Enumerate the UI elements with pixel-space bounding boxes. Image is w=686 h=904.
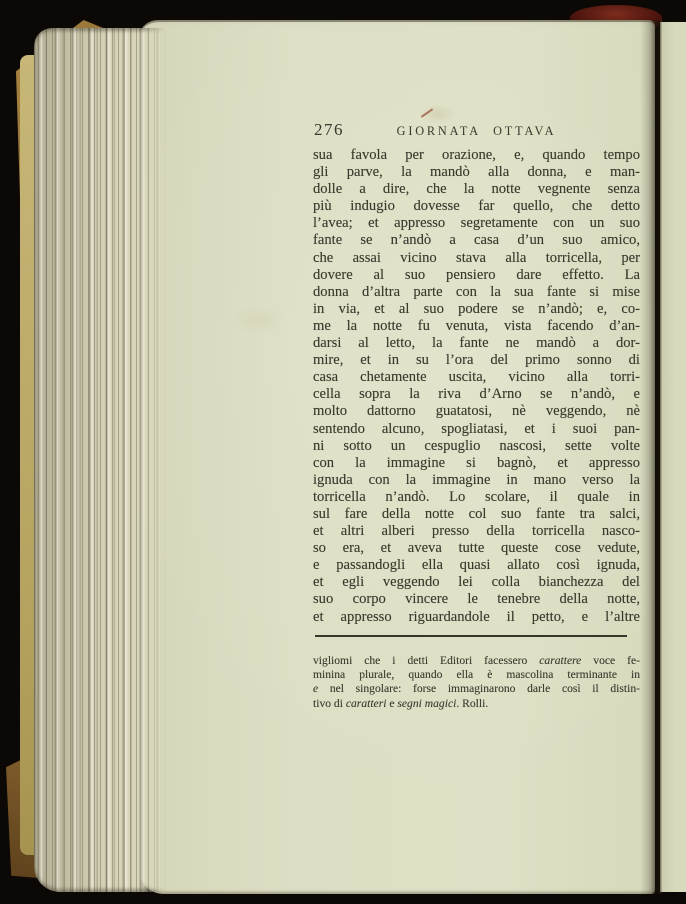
gutter-shadow: [640, 20, 662, 894]
page-edges-stack: [34, 28, 166, 892]
footnote-italic-text: e: [313, 682, 319, 696]
body-line: donna d’altra parte con la sua fante si mise: [313, 283, 640, 300]
body-line: cella sopra la riva d’Arno se n’andò, e: [313, 386, 640, 403]
facing-page-sliver: [660, 22, 686, 892]
body-line: torricella n’andò. Lo scolare, il quale in: [313, 488, 640, 505]
body-line: darsi al letto, la fante ne mandò a dor-: [313, 335, 640, 352]
body-line: so era, et aveva tutte queste cose vedute,: [313, 540, 640, 557]
body-line: con la immagine si bagnò, et appresso: [313, 454, 640, 471]
body-text: [313, 147, 640, 626]
body-line: et egli veggendo lei colla bianchezza del: [313, 574, 640, 591]
body-line: me la notte fu venuta, vista facendo d’an-: [313, 317, 640, 334]
book-page: [138, 20, 655, 894]
printed-content: [313, 120, 640, 711]
body-line: casa chetamente uscita, vicino alla torri-: [313, 369, 640, 386]
footnote-line: [313, 682, 640, 696]
body-line: fante se n’andò a casa d’un suo amico,: [313, 232, 640, 249]
body-line: gli parve, la mandò alla donna, e man-: [313, 164, 640, 181]
footnote-italic-text: carattere: [539, 653, 582, 667]
footnote-text: . Rolli.: [456, 696, 489, 710]
body-line: ni sotto un cespuglio nascosi, sette volte: [313, 437, 640, 454]
footnote-text: minina plurale, quando ella è mascolina terminante in: [313, 667, 640, 681]
body-line: l’avea; et appresso segretamente con un suo: [313, 215, 640, 232]
footnote-text: voce fe-: [581, 653, 640, 667]
footnote-text: vigliomi che i detti Editori facessero: [313, 653, 540, 667]
body-line: mire, et in su l’ora del primo sonno di: [313, 352, 640, 369]
footnote-italic-text: segni magici: [397, 696, 457, 710]
footnote-line: [313, 668, 640, 682]
page-header: [313, 120, 640, 147]
footnote-rule: [315, 635, 627, 637]
page-number: 276: [314, 120, 344, 139]
footnote-line: [313, 697, 640, 711]
footnote-line: [313, 654, 640, 668]
body-line: dolle a dire, che la notte vegnente senza: [313, 181, 640, 198]
footnote-text: nel singolare: forse immaginarono darle così il distin-: [318, 682, 640, 696]
body-line: et altri alberi presso della torricella nasco-: [313, 523, 640, 540]
footnote-text: e: [386, 696, 398, 710]
running-title: GIORNATA OTTAVA: [396, 124, 557, 138]
body-line: più indugio dovesse far quello, che detto: [313, 198, 640, 215]
footnote: [313, 654, 640, 711]
body-line: et appresso riguardandole il petto, e l’altre: [313, 608, 640, 625]
body-line: dovere al suo pensiero dare effetto. La: [313, 266, 640, 283]
footnote-text: tivo di: [313, 696, 346, 710]
footnote-italic-text: caratteri: [345, 696, 387, 710]
body-line: suo corpo vincere le tenebre della notte,: [313, 591, 640, 608]
body-line: sua favola per orazione, e, quando tempo: [313, 147, 640, 163]
body-line: sentendo alcuno, spogliatasi, et i suoi pan-: [313, 420, 640, 437]
body-line: molto dattorno guatatosi, nè veggendo, nè: [313, 403, 640, 420]
body-line: ignuda con la immagine in mano verso la: [313, 471, 640, 488]
body-line: che assai vicino stava alla torricella, per: [313, 249, 640, 266]
body-line: sul fare della notte col suo fante tra salci,: [313, 505, 640, 522]
body-line: in via, et al suo podere se n’andò; e, co-: [313, 300, 640, 317]
body-line: e passandogli ella quasi allato così ignuda,: [313, 557, 640, 574]
